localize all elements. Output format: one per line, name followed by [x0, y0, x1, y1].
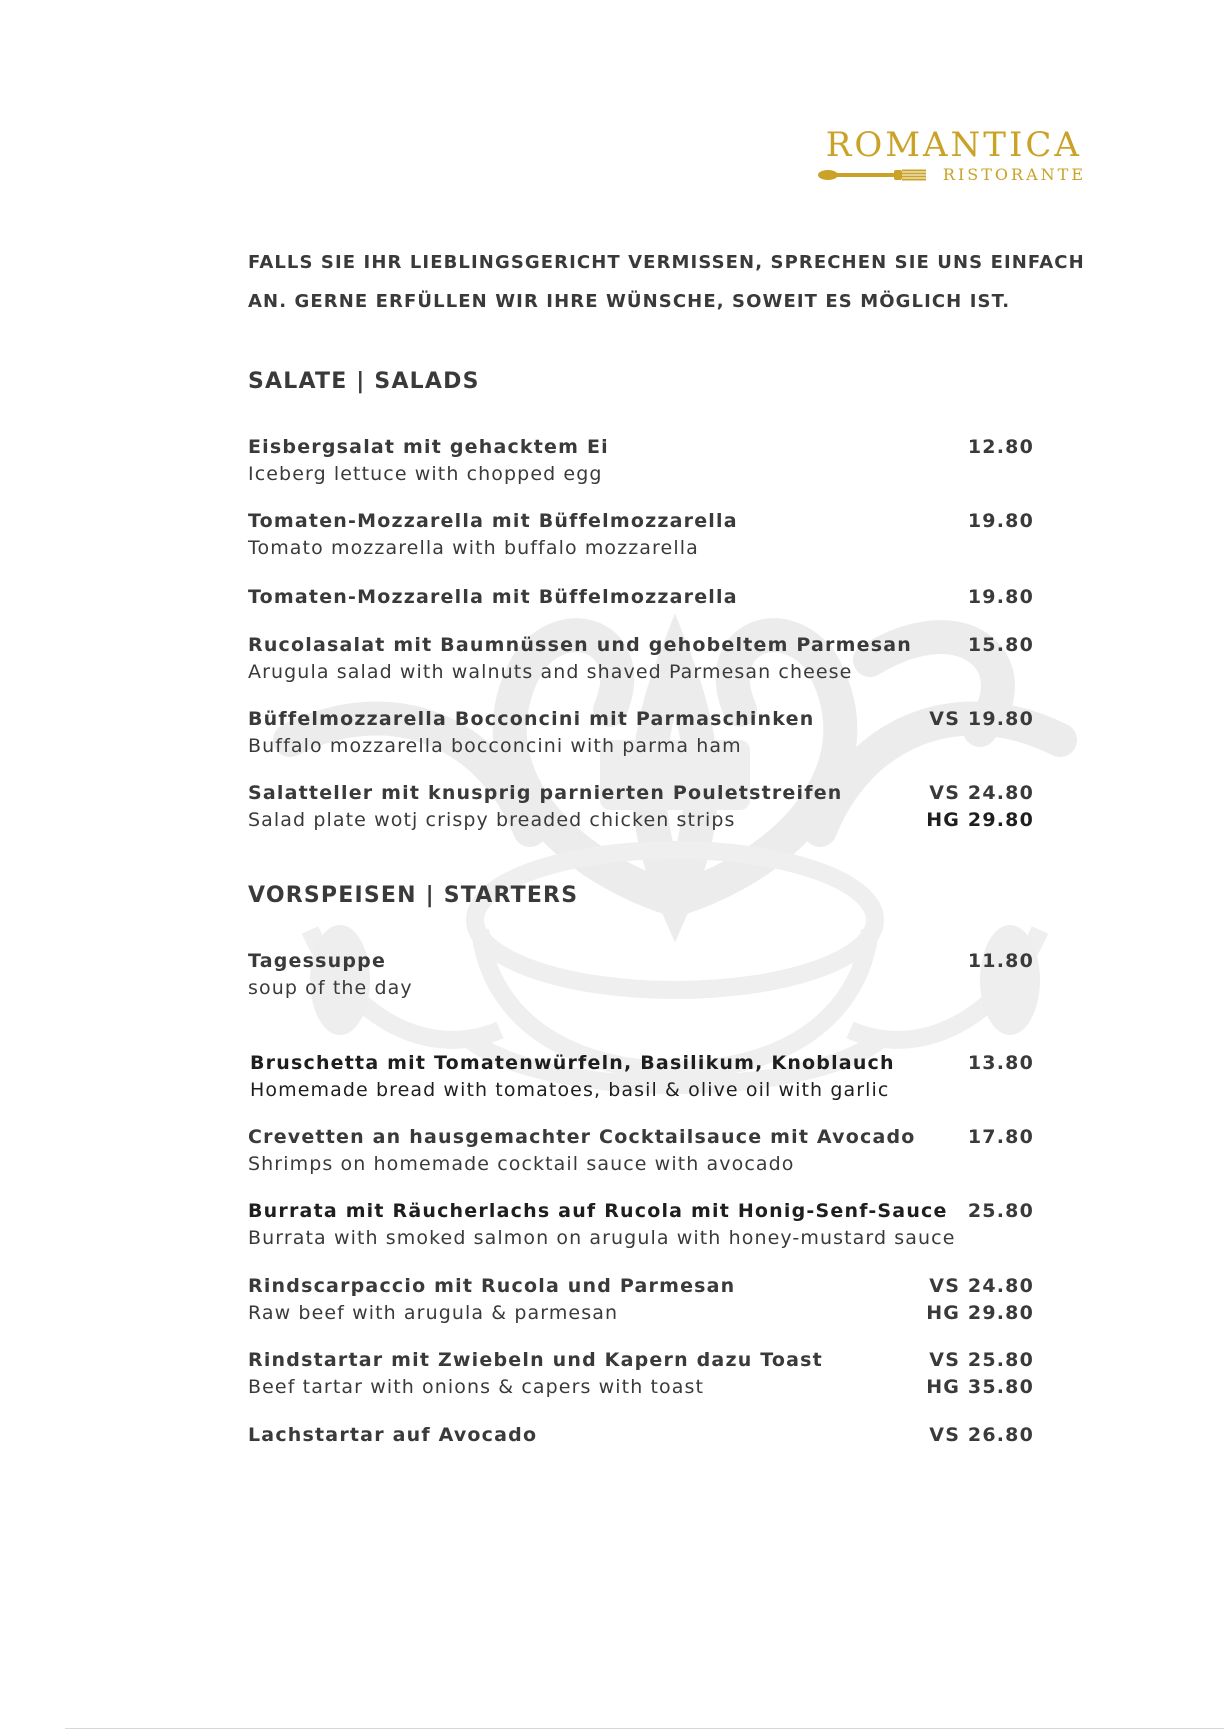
- price-small: VS 24.80: [929, 1275, 1034, 1297]
- item-name-en: Homemade bread with tomatoes, basil & olive oil with garlic: [250, 1079, 890, 1101]
- item-name-de: Bruschetta mit Tomatenwürfeln, Basilikum, Knoblauch: [250, 1052, 895, 1074]
- item-price: 15.80: [967, 634, 1034, 656]
- fork-icon: [818, 168, 926, 182]
- item-price: 13.80: [967, 1052, 1034, 1074]
- menu-item: [248, 1273, 1034, 1327]
- price-small: VS 24.80: [929, 782, 1034, 804]
- item-name-de: Burrata mit Räucherlachs auf Rucola mit Honig-Senf-Sauce: [248, 1200, 948, 1222]
- page-bottom-divider: [65, 1728, 1224, 1729]
- item-name-de: Rindscarpaccio mit Rucola und Parmesan: [248, 1275, 736, 1297]
- logo-subtitle: RISTORANTE: [942, 165, 1086, 184]
- item-price: 25.80: [967, 1200, 1034, 1222]
- menu-item: [248, 1124, 1034, 1178]
- item-name-de: Salatteller mit knusprig parnierten Pouletstreifen: [248, 782, 843, 804]
- intro-line: FALLS SIE IHR LIEBLINGSGERICHT VERMISSEN, SPRECHEN SIE UNS EINFACH: [248, 252, 1085, 273]
- item-name-de: Rindstartar mit Zwiebeln und Kapern dazu Toast: [248, 1349, 823, 1371]
- item-price: 11.80: [967, 950, 1034, 972]
- item-name-en: Iceberg lettuce with chopped egg: [248, 463, 603, 485]
- menu-item: [248, 948, 1034, 1002]
- item-name-en: Arugula salad with walnuts and shaved Parmesan cheese: [248, 661, 853, 683]
- item-price: [926, 1273, 1034, 1327]
- menu-item: [248, 780, 1034, 834]
- menu-item: [248, 1422, 1034, 1449]
- item-name-de: Rucolasalat mit Baumnüssen und gehobeltem Parmesan: [248, 634, 912, 656]
- menu-item: [248, 584, 1034, 611]
- price-small: VS 25.80: [929, 1349, 1034, 1371]
- menu-item: [248, 632, 1034, 686]
- menu-item: [248, 508, 1034, 562]
- item-name-en: Shrimps on homemade cocktail sauce with avocado: [248, 1153, 795, 1175]
- menu-item: [248, 1347, 1034, 1401]
- price-large: HG 35.80: [926, 1376, 1034, 1398]
- item-name-de: Crevetten an hausgemachter Cocktailsauce mit Avocado: [248, 1126, 916, 1148]
- menu-item: [248, 706, 1034, 760]
- item-price: 12.80: [967, 436, 1034, 458]
- intro-line: AN. GERNE ERFÜLLEN WIR IHRE WÜNSCHE, SOWEIT ES MÖGLICH IST.: [248, 291, 1011, 312]
- item-name-de: Eisbergsalat mit gehacktem Ei: [248, 436, 609, 458]
- item-name-de: Lachstartar auf Avocado: [248, 1424, 538, 1446]
- item-name-de: Büffelmozzarella Bocconcini mit Parmaschinken: [248, 708, 815, 730]
- item-name-en: soup of the day: [248, 977, 413, 999]
- item-price: [926, 780, 1034, 834]
- item-price: 19.80: [967, 586, 1034, 608]
- menu-item: [248, 434, 1034, 488]
- item-price: [926, 1347, 1034, 1401]
- section-title-starters: VORSPEISEN | STARTERS: [248, 883, 579, 908]
- menu-item: [248, 1198, 1034, 1252]
- item-name-de: Tomaten-Mozzarella mit Büffelmozzarella: [248, 586, 738, 608]
- item-name-en: Burrata with smoked salmon on arugula with honey-mustard sauce: [248, 1227, 956, 1249]
- item-price: VS 19.80: [929, 708, 1034, 730]
- price-large: HG 29.80: [926, 1302, 1034, 1324]
- item-name-de: Tomaten-Mozzarella mit Büffelmozzarella: [248, 510, 738, 532]
- item-name-en: Buffalo mozzarella bocconcini with parma ham: [248, 735, 742, 757]
- item-name-en: Salad plate wotj crispy breaded chicken strips: [248, 809, 736, 831]
- restaurant-logo: [818, 125, 1090, 188]
- price-large: HG 29.80: [926, 809, 1034, 831]
- item-name-en: Raw beef with arugula & parmesan: [248, 1302, 619, 1324]
- item-price: VS 26.80: [929, 1424, 1034, 1446]
- item-price: 19.80: [967, 510, 1034, 532]
- item-name-de: Tagessuppe: [248, 950, 387, 972]
- logo-title: ROMANTICA: [825, 125, 1082, 165]
- section-title-salads: SALATE | SALADS: [248, 369, 480, 394]
- item-name-en: Tomato mozzarella with buffalo mozzarella: [248, 537, 699, 559]
- item-price: 17.80: [967, 1126, 1034, 1148]
- menu-item: [250, 1050, 1036, 1104]
- intro-text: [248, 243, 1128, 321]
- item-name-en: Beef tartar with onions & capers with toast: [248, 1376, 705, 1398]
